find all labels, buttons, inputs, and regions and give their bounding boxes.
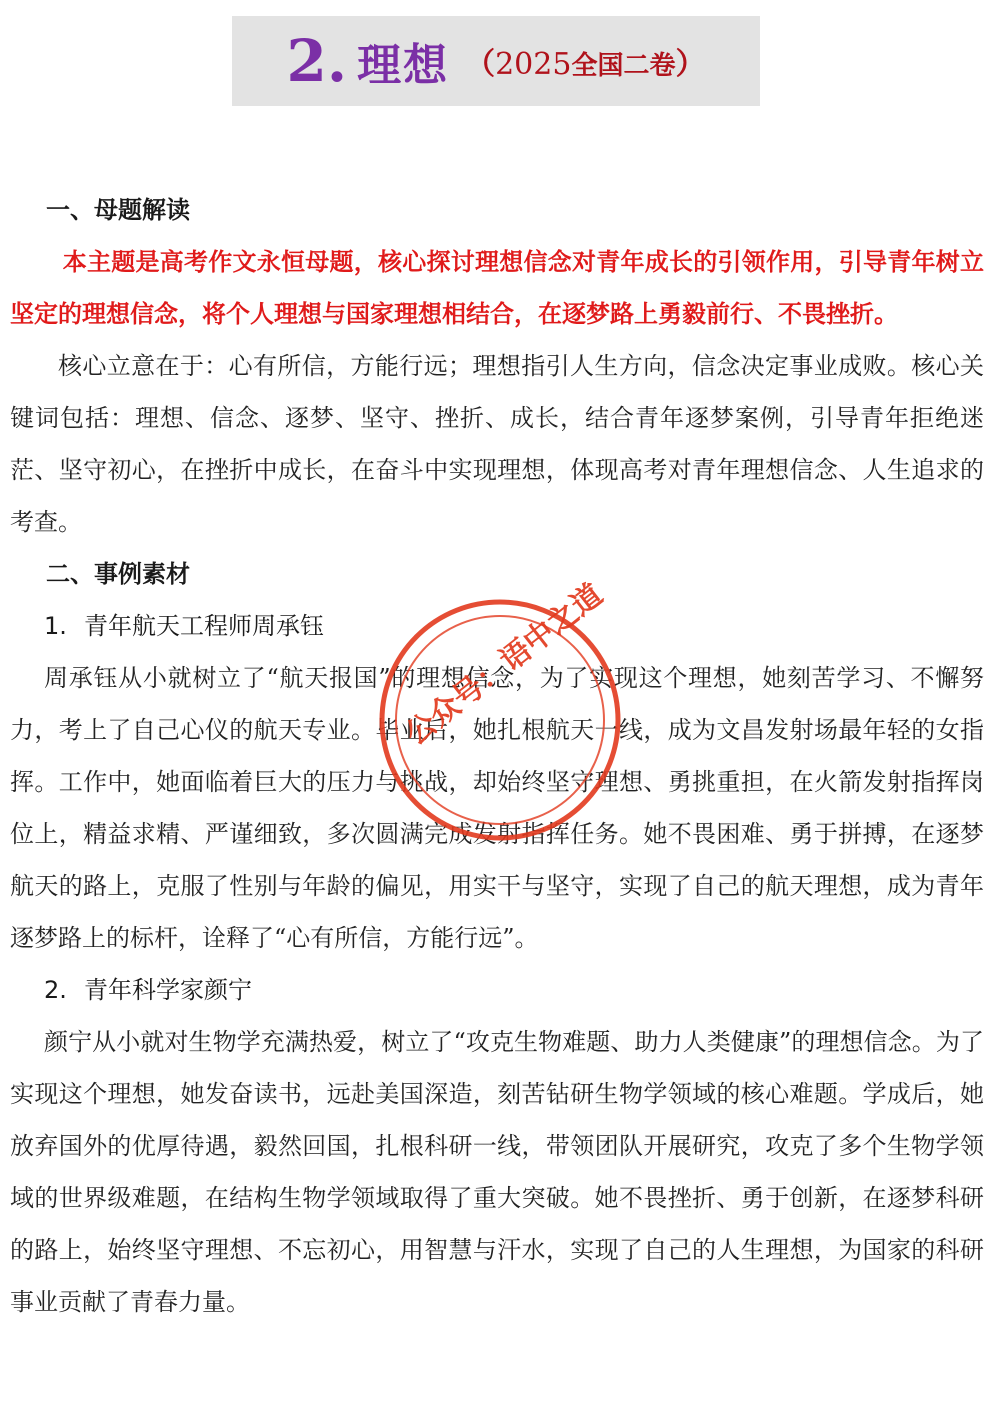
title-subtitle xyxy=(465,39,705,83)
case2-text: 颜宁从小就对生物学充满热爱，树立了“攻克生物难题、助力人类健康”的理想信念。为了实现这个理想，她发奋读书，远赴美国深造，刻苦钻研生物学领域的核心难题。学成后，她放弃国外的优厚待遇，毅然回国，扎根科研一线，带领团队开展研究，攻克了多个生物学领域的世界级难题，在结构生物学领域取得了重大突破。她不畏挫折、勇于创新，在逐梦科研的路上，始终坚守理想、不忘初心，用智慧与汗水，实现了自己的人生理想，为国家的科研事业贡献了青春力量。 xyxy=(10,1028,984,1316)
case1-text: 周承钰从小就树立了“航天报国”的理想信念，为了实现这个理想，她刻苦学习、不懈努力，考上了自己心仪的航天专业。毕业后，她扎根航天一线，成为文昌发射场最年轻的女指挥。工作中，她面临着巨大的压力与挑战，却始终坚守理想、勇挑重担，在火箭发射指挥岗位上，精益求精、严谨细致，多次圆满完成发射指挥任务。她不畏困难、勇于拼搏，在逐梦航天的路上，克服了性别与年龄的偏见，用实干与坚守，实现了自己的航天理想，成为青年逐梦路上的标杆，诠释了“心有所信，方能行远”。 xyxy=(10,664,984,952)
watermark-text: 公众号：语中之道 xyxy=(398,577,610,753)
case1-number: 1. xyxy=(44,612,67,640)
document-body xyxy=(10,184,984,1328)
title-main: 理想 xyxy=(357,40,450,91)
title-year: 2025 xyxy=(495,47,572,82)
title-close-paren: ） xyxy=(675,47,706,82)
case2-number: 2. xyxy=(44,976,67,1004)
case2-heading xyxy=(10,964,984,1016)
title-exam: 全国二卷 xyxy=(571,51,676,81)
section1-heading: 一、母题解读 xyxy=(46,196,190,224)
section1-red-paragraph: 本主题是高考作文永恒母题，核心探讨理想信念对青年成长的引领作用，引导青年树立坚定的理想信念，将个人理想与国家理想相结合，在逐梦路上勇毅前行、不畏挫折。 xyxy=(10,248,984,328)
title-open-paren: （ xyxy=(465,47,496,82)
case2-title: 青年科学家颜宁 xyxy=(84,976,252,1004)
title-banner xyxy=(232,16,760,106)
section1-paragraph: 核心立意在于：心有所信，方能行远；理想指引人生方向，信念决定事业成败。核心关键词包括：理想、信念、逐梦、坚守、挫折、成长，结合青年逐梦案例，引导青年拒绝迷茫、坚守初心，在挫折中成长，在奋斗中实现理想，体现高考对青年理想信念、人生追求的考查。 xyxy=(10,352,984,536)
title-number: 2. xyxy=(286,27,348,95)
section2-heading: 二、事例素材 xyxy=(46,560,190,588)
case1-title: 青年航天工程师周承钰 xyxy=(84,612,324,640)
